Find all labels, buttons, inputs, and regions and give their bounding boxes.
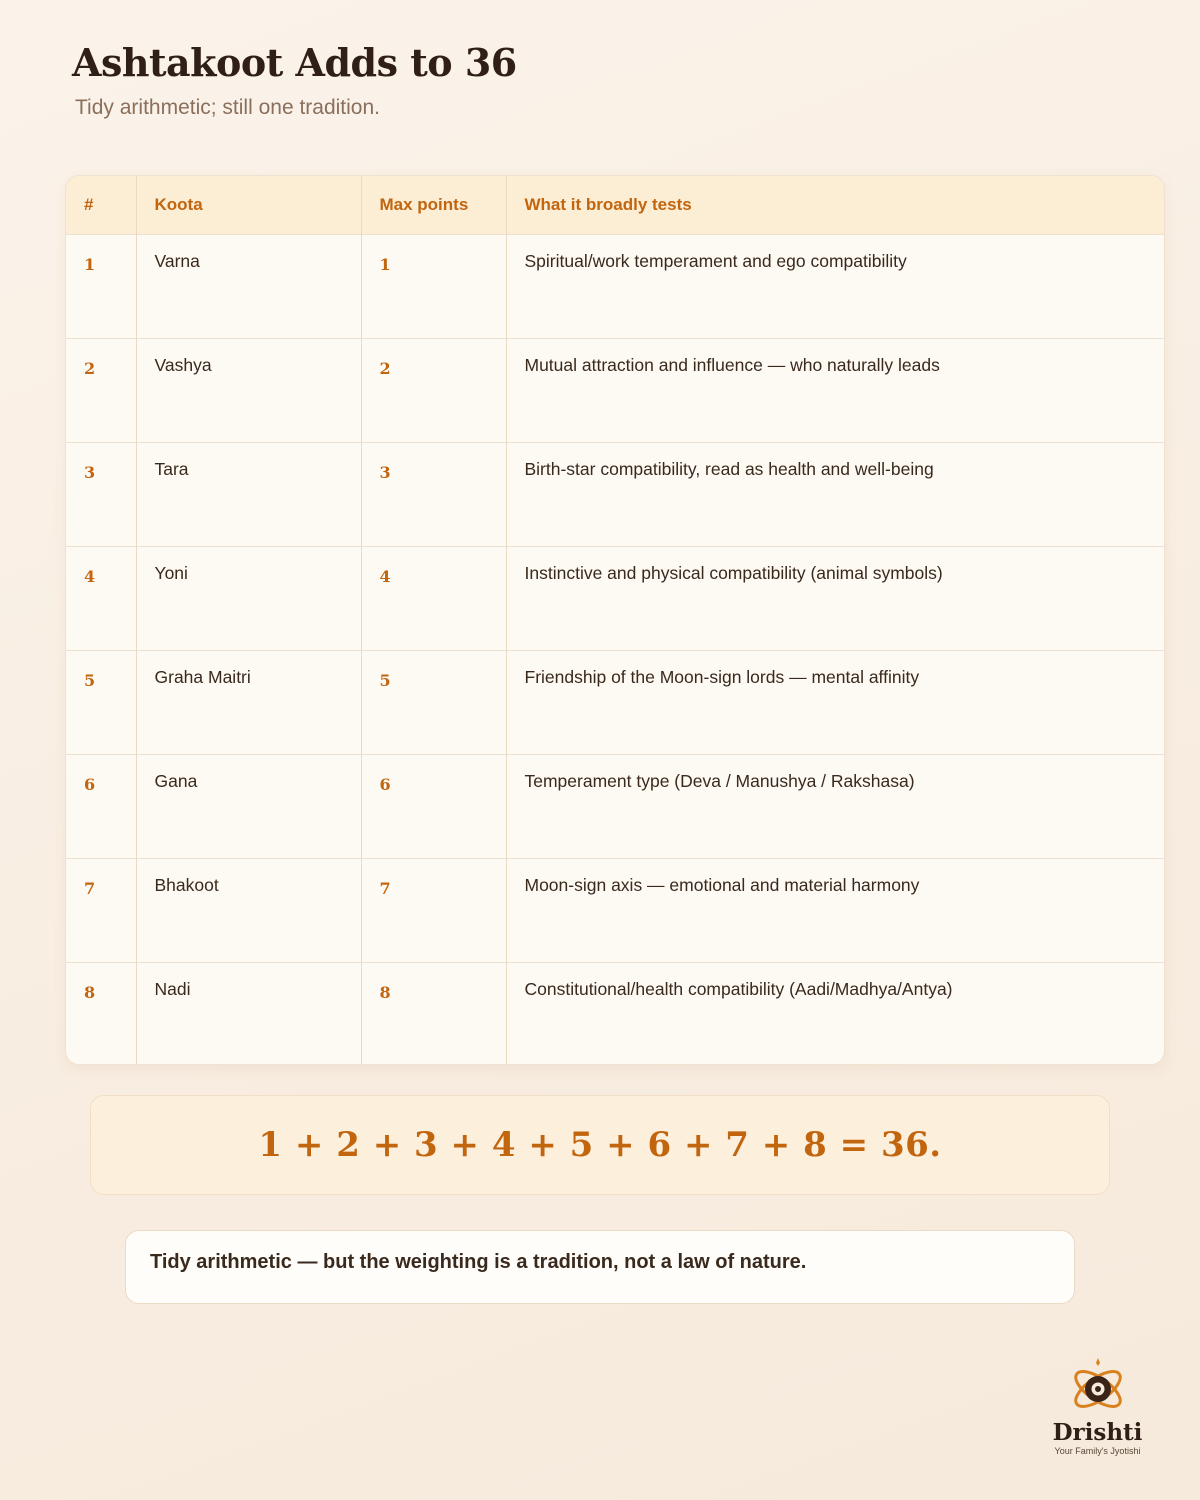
koota-description: Mutual attraction and influence — who naturally leads	[524, 354, 940, 375]
row-number: 6	[66, 754, 136, 858]
max-points: 1	[361, 234, 506, 338]
eye-orbit-icon	[1068, 1355, 1128, 1417]
table-row	[66, 338, 1164, 442]
koota-name: Varna	[136, 234, 361, 338]
koota-description: Temperament type (Deva / Manushya / Rakshasa)	[524, 770, 915, 791]
brand-logo	[1050, 1355, 1145, 1465]
koota-table-card	[65, 175, 1165, 1065]
koota-description: Friendship of the Moon-sign lords — mental affinity	[524, 666, 920, 687]
table-row	[66, 234, 1164, 338]
max-points: 8	[361, 962, 506, 1065]
brand-tagline: Your Family's Jyotishi	[1054, 1446, 1141, 1456]
row-number: 5	[66, 650, 136, 754]
table-row	[66, 858, 1164, 962]
max-points: 6	[361, 754, 506, 858]
page-subtitle: Tidy arithmetic; still one tradition.	[75, 96, 381, 119]
row-number: 1	[66, 234, 136, 338]
koota-description: Instinctive and physical compatibility (animal symbols)	[524, 562, 943, 583]
koota-table	[66, 176, 1164, 1065]
table-row	[66, 962, 1164, 1065]
max-points: 4	[361, 546, 506, 650]
column-header-tests: What it broadly tests	[524, 194, 692, 214]
max-points: 5	[361, 650, 506, 754]
koota-name: Graha Maitri	[136, 650, 361, 754]
row-number: 8	[66, 962, 136, 1065]
sum-callout	[90, 1095, 1110, 1195]
row-number: 4	[66, 546, 136, 650]
max-points: 7	[361, 858, 506, 962]
table-row	[66, 546, 1164, 650]
koota-description: Constitutional/health compatibility (Aadi/Madhya/Antya)	[524, 978, 953, 999]
column-header-koota: Koota	[136, 176, 361, 234]
koota-name: Bhakoot	[136, 858, 361, 962]
koota-name: Yoni	[136, 546, 361, 650]
koota-name: Nadi	[136, 962, 361, 1065]
row-number: 3	[66, 442, 136, 546]
koota-name: Tara	[136, 442, 361, 546]
koota-name: Gana	[136, 754, 361, 858]
koota-description: Birth-star compatibility, read as health and well-being	[524, 458, 934, 479]
table-row	[66, 754, 1164, 858]
max-points: 2	[361, 338, 506, 442]
sum-equation: 1 + 2 + 3 + 4 + 5 + 6 + 7 + 8 = 36.	[258, 1125, 942, 1165]
brand-name: Drishti	[1052, 1419, 1143, 1446]
page-title: Ashtakoot Adds to 36	[72, 40, 517, 85]
table-row	[66, 650, 1164, 754]
koota-name: Vashya	[136, 338, 361, 442]
column-header-number: #	[66, 176, 136, 234]
note-text: Tidy arithmetic — but the weighting is a tradition, not a law of nature.	[150, 1251, 807, 1273]
table-row	[66, 442, 1164, 546]
table-header-row	[66, 176, 1164, 234]
koota-description: Moon-sign axis — emotional and material harmony	[524, 874, 920, 895]
max-points: 3	[361, 442, 506, 546]
note-callout	[125, 1230, 1075, 1304]
row-number: 2	[66, 338, 136, 442]
column-header-max-points: Max points	[361, 176, 506, 234]
koota-description: Spiritual/work temperament and ego compatibility	[524, 250, 907, 271]
row-number: 7	[66, 858, 136, 962]
